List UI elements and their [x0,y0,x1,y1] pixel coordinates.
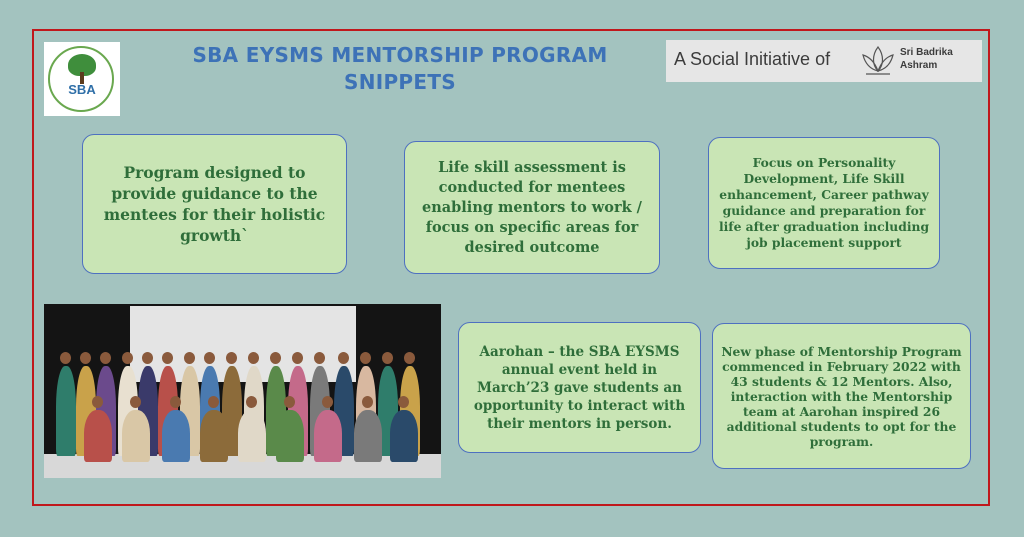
logo-text: SBA [68,82,96,97]
person-head [248,352,259,364]
title-line-1: SBA EYSMS MENTORSHIP PROGRAM [192,43,608,67]
sba-logo [44,42,120,116]
person-silhouette [276,410,304,462]
person-head [284,396,295,408]
person-silhouette [84,410,112,462]
card-holistic-growth: Program designed to provide guidance to the mentees for their holistic growth` [82,134,347,274]
person-head [142,352,153,364]
person-silhouette [390,410,418,462]
lotus-icon [860,43,896,77]
person-head [362,396,373,408]
person-head [130,396,141,408]
person-head [338,352,349,364]
person-silhouette [122,410,150,462]
person-head [270,352,281,364]
org-name-line-1: Sri Badrika [900,47,953,58]
person-head [382,352,393,364]
person-head [122,352,133,364]
person-head [208,396,219,408]
person-head [80,352,91,364]
person-silhouette [56,366,76,456]
person-head [92,396,103,408]
person-head [60,352,71,364]
person-head [100,352,111,364]
title-line-2: SNIPPETS [343,70,456,94]
initiative-badge [666,40,982,82]
person-head [204,352,215,364]
org-name-line-2: Ashram [900,60,938,71]
person-head [170,396,181,408]
person-head [246,396,257,408]
page-title [150,42,650,96]
card-personality-development: Focus on Personality Development, Life Skill enhancement, Career pathway guidance and preparation for life after graduation including job placement support [708,137,940,269]
person-head [292,352,303,364]
person-head [404,352,415,364]
person-silhouette [162,410,190,462]
card-aarohan-event: Aarohan – the SBA EYSMS annual event held in March’23 gave students an opportunity to interact with their mentors in person. [458,322,701,453]
initiative-text: A Social Initiative of [674,49,831,69]
card-new-phase: New phase of Mentorship Program commenced in February 2022 with 43 students & 12 Mentors. Also, interaction with the Mentorship team at Aarohan inspired 26 additional students to opt for the program. [712,323,971,469]
person-silhouette [238,410,266,462]
card-life-skill-assessment: Life skill assessment is conducted for mentees enabling mentors to work / focus on specific areas for desired outcome [404,141,660,274]
person-head [360,352,371,364]
person-silhouette [200,410,228,462]
person-head [226,352,237,364]
person-head [398,396,409,408]
group-photo [44,304,441,478]
person-silhouette [354,410,382,462]
person-head [184,352,195,364]
person-head [314,352,325,364]
person-head [162,352,173,364]
org-name [900,46,953,72]
person-head [322,396,333,408]
person-silhouette [314,410,342,462]
